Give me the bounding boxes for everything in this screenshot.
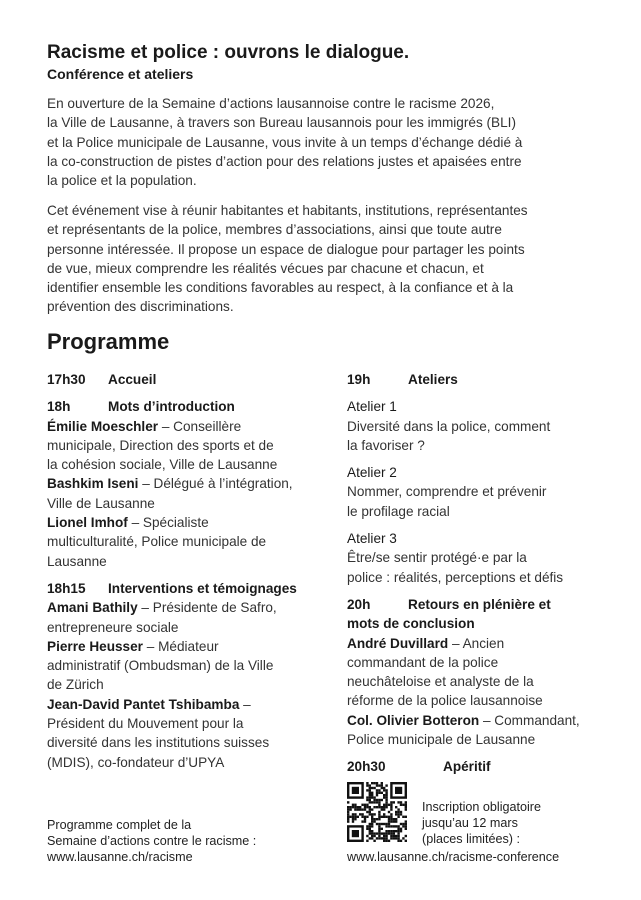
programme-line [347, 653, 580, 672]
programme-line [47, 637, 297, 656]
programme-line [347, 568, 580, 587]
speaker-role: – Délégué à l’intégration, [138, 476, 293, 492]
programme-item [347, 595, 580, 749]
programme-time: 18h [47, 399, 71, 415]
programme-item-heading [347, 370, 580, 389]
programme-item [347, 397, 580, 455]
programme-item-title: Apéritif [443, 759, 491, 775]
speaker-role: Diversité dans la police, comment [347, 418, 551, 434]
paragraph-line: identifier ensemble les conditions favorables au respect, à la confiance et à la [47, 280, 514, 296]
programme-time: 17h30 [47, 372, 86, 387]
paragraph-line: la police et la population. [47, 173, 197, 189]
programme-heading: Programme [47, 329, 170, 354]
speaker-role: – Commandant, [479, 712, 580, 728]
paragraph-line: En ouverture de la Semaine d’actions lausannoise contre le racisme 2026, [47, 96, 495, 111]
programme-line [47, 598, 297, 617]
programme-item [347, 370, 580, 389]
speaker-role: – Présidente de Safro, [137, 600, 277, 616]
speaker-role: Président du Mouvement pour la [47, 716, 244, 732]
speaker-name: Lionel Imhof [47, 515, 128, 531]
programme-line [47, 417, 297, 436]
registration-info [422, 799, 541, 847]
paragraph-line: prévention des discriminations. [47, 299, 234, 315]
speaker-role: la cohésion sociale, Ville de Lausanne [47, 457, 278, 473]
programme-line [347, 672, 580, 691]
page-title: Racisme et police : ouvrons le dialogue. [47, 42, 410, 63]
programme-left-column [47, 370, 297, 780]
page-subtitle: Conférence et ateliers [47, 66, 194, 82]
speaker-role: entrepreneure sociale [47, 619, 179, 635]
programme-line [47, 753, 297, 772]
speaker-role: (MDIS), co-fondateur d’UPYA [47, 754, 225, 770]
programme-item-heading [47, 370, 297, 389]
speaker-role: administratif (Ombudsman) de la Ville [47, 658, 274, 674]
registration-line: Inscription obligatoire [422, 800, 542, 814]
paragraph-line: et la Police municipale de Lausanne, vous invite à un temps d’échange dédié à [47, 134, 523, 150]
speaker-role: Police municipale de Lausanne [347, 732, 536, 748]
programme-item [347, 757, 580, 776]
programme-line [47, 552, 297, 571]
speaker-role: Ville de Lausanne [47, 495, 155, 511]
programme-line [47, 455, 297, 474]
programme-item-title: Retours en plénière et [408, 596, 551, 612]
speaker-name: Amani Bathily [47, 600, 138, 616]
speaker-role: – Conseillère [158, 418, 242, 434]
speaker-role: la favoriser ? [347, 437, 425, 453]
speaker-name: Pierre Heusser [47, 638, 143, 654]
programme-line [347, 711, 580, 730]
speaker-name: Col. Olivier Botteron [347, 712, 480, 728]
programme-line [347, 482, 580, 501]
programme-item [47, 370, 297, 389]
programme-item-heading [347, 757, 580, 776]
programme-line [47, 656, 297, 675]
programme-time: 20h [347, 596, 371, 612]
programme-line [47, 733, 297, 752]
paragraph-line: la Ville de Lausanne, à travers son Bureau lausannois pour les immigrés (BLI) [47, 115, 516, 131]
footer-line: www.lausanne.ch/racisme [47, 850, 193, 864]
speaker-role: Être/se sentir protégé·e par la [347, 550, 527, 566]
programme-line [347, 691, 580, 710]
programme-line [47, 695, 297, 714]
speaker-role: – Médiateur [142, 638, 219, 654]
speaker-role: Nommer, comprendre et prévenir [347, 484, 547, 500]
programme-line [47, 494, 297, 513]
speaker-role: – Spécialiste [127, 515, 209, 531]
speaker-role: le profilage racial [347, 503, 450, 519]
speaker-role: – Ancien [448, 635, 505, 651]
programme-time: 20h30 [347, 759, 386, 775]
programme-item [347, 463, 580, 521]
paragraph-line: de vue, mieux comprendre les réalités vécues par chacune et chacun, et [47, 260, 484, 276]
programme-item-heading [47, 397, 297, 416]
footer-line: Programme complet de la [47, 818, 192, 832]
qr-code-icon[interactable] [347, 782, 407, 842]
programme-item-heading [347, 595, 580, 614]
programme-time: 18h15 [47, 580, 86, 596]
programme-item [47, 397, 297, 571]
speaker-role: – [239, 696, 251, 712]
programme-item-title-cont: mots de conclusion [347, 616, 475, 632]
atelier-label: Atelier 2 [347, 465, 397, 481]
intro-paragraph-1 [47, 94, 522, 190]
programme-item-heading [47, 579, 297, 598]
programme-line [47, 513, 297, 532]
speaker-role: neuchâteloise et analyste de la [347, 674, 534, 690]
programme-time: 19h [347, 372, 371, 387]
programme-item [47, 579, 297, 772]
programme-line [347, 436, 580, 455]
speaker-role: réforme de la police lausannoise [347, 693, 543, 709]
speaker-name: Bashkim Iseni [47, 476, 139, 492]
programme-line [47, 618, 297, 637]
footer-programme-link [47, 817, 256, 865]
speaker-role: police : réalités, perceptions et défis [347, 569, 564, 585]
speaker-role: multiculturalité, Police municipale de [47, 534, 267, 550]
registration-line: (places limitées) : [422, 832, 520, 846]
programme-line [47, 675, 297, 694]
programme-line [347, 548, 580, 567]
paragraph-line: personne intéressée. Il propose un espace de dialogue pour partager les points [47, 241, 525, 257]
speaker-role: Lausanne [47, 553, 107, 569]
registration-line: jusqu’au 12 mars [422, 816, 518, 830]
programme-line [47, 532, 297, 551]
programme-line [47, 714, 297, 733]
programme-item-title: Mots d’introduction [108, 399, 235, 415]
intro-paragraph-2 [47, 201, 528, 317]
speaker-name: Jean-David Pantet Tshibamba [47, 696, 240, 712]
programme-right-column [347, 370, 580, 785]
programme-line [347, 502, 580, 521]
paragraph-line: Cet événement vise à réunir habitantes et habitants, institutions, représentantes [47, 203, 528, 218]
speaker-role: municipale, Direction des sports et de [47, 437, 274, 453]
atelier-label: Atelier 1 [347, 399, 397, 415]
speaker-role: diversité dans les institutions suisses [47, 735, 270, 751]
programme-item [347, 529, 580, 587]
programme-line [347, 730, 580, 749]
programme-line [47, 474, 297, 493]
atelier-label: Atelier 3 [347, 531, 397, 547]
registration-url-link[interactable]: www.lausanne.ch/racisme-conference [347, 850, 560, 864]
paragraph-line: la co-construction de pistes d’action pour des relations justes et apaisées entre [47, 153, 522, 169]
programme-item-title: Interventions et témoignages [108, 580, 297, 596]
speaker-name: Émilie Moeschler [47, 418, 159, 434]
speaker-name: André Duvillard [347, 635, 449, 651]
programme-item-title: Accueil [108, 372, 157, 387]
programme-item-title: Ateliers [408, 372, 458, 387]
footer-line: Semaine d’actions contre le racisme : [47, 834, 257, 848]
programme-line [347, 634, 580, 653]
speaker-role: de Zürich [47, 677, 104, 693]
programme-line [347, 417, 580, 436]
speaker-role: commandant de la police [347, 654, 499, 670]
paragraph-line: et représentants de la police, membres d’associations, ainsi que toute autre [47, 222, 502, 238]
programme-line [47, 436, 297, 455]
